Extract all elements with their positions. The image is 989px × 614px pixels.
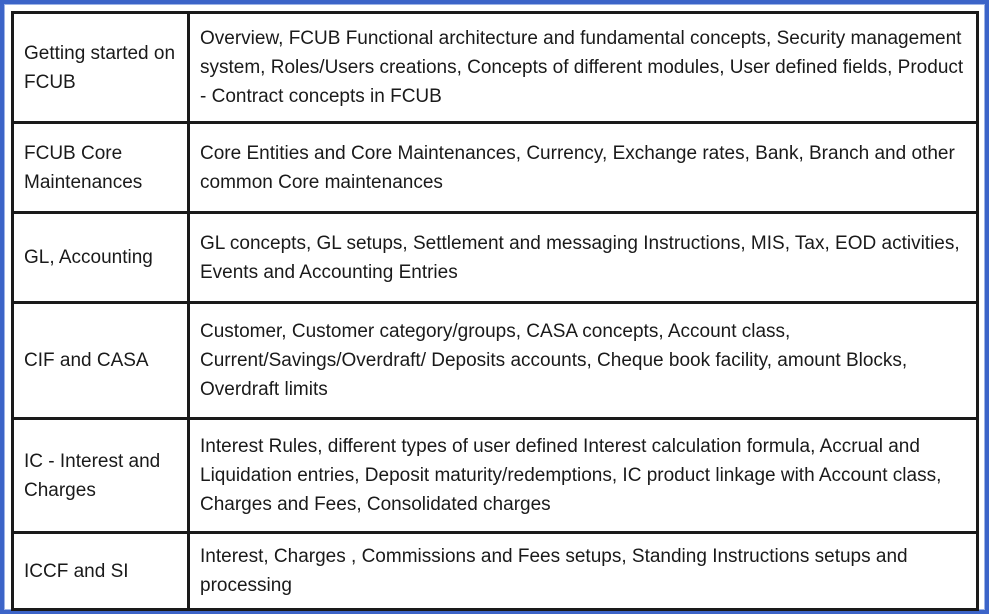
description-cell: Core Entities and Core Maintenances, Currency, Exchange rates, Bank, Branch and other common Core maintenances — [189, 123, 978, 213]
description-cell: Customer, Customer category/groups, CASA concepts, Account class, Current/Savings/Overdraft/ Deposits accounts, Cheque book facility, amount Blocks, Overdraft limits — [189, 303, 978, 419]
topic-cell: FCUB Core Maintenances — [13, 123, 189, 213]
topic-cell: Getting started on FCUB — [13, 13, 189, 123]
description-cell: Interest Rules, different types of user defined Interest calculation formula, Accrual and Liquidation entries, Deposit maturity/redemptions, IC product linkage with Account class, Charges and Fees, Consolidated charges — [189, 419, 978, 533]
topic-cell: ICCF and SI — [13, 533, 189, 610]
table-row — [13, 533, 978, 610]
table-row — [13, 123, 978, 213]
topic-cell: GL, Accounting — [13, 213, 189, 303]
table-row — [13, 13, 978, 123]
description-cell: Overview, FCUB Functional architecture and fundamental concepts, Security management system, Roles/Users creations, Concepts of different modules, User defined fields, Product - Contract concepts in FCUB — [189, 13, 978, 123]
course-topics-table — [11, 11, 979, 611]
topic-cell: CIF and CASA — [13, 303, 189, 419]
table-row — [13, 419, 978, 533]
table-row — [13, 213, 978, 303]
description-cell: GL concepts, GL setups, Settlement and messaging Instructions, MIS, Tax, EOD activities, Events and Accounting Entries — [189, 213, 978, 303]
description-cell: Interest, Charges , Commissions and Fees setups, Standing Instructions setups and processing — [189, 533, 978, 610]
topic-cell: IC - Interest and Charges — [13, 419, 189, 533]
table-row — [13, 303, 978, 419]
